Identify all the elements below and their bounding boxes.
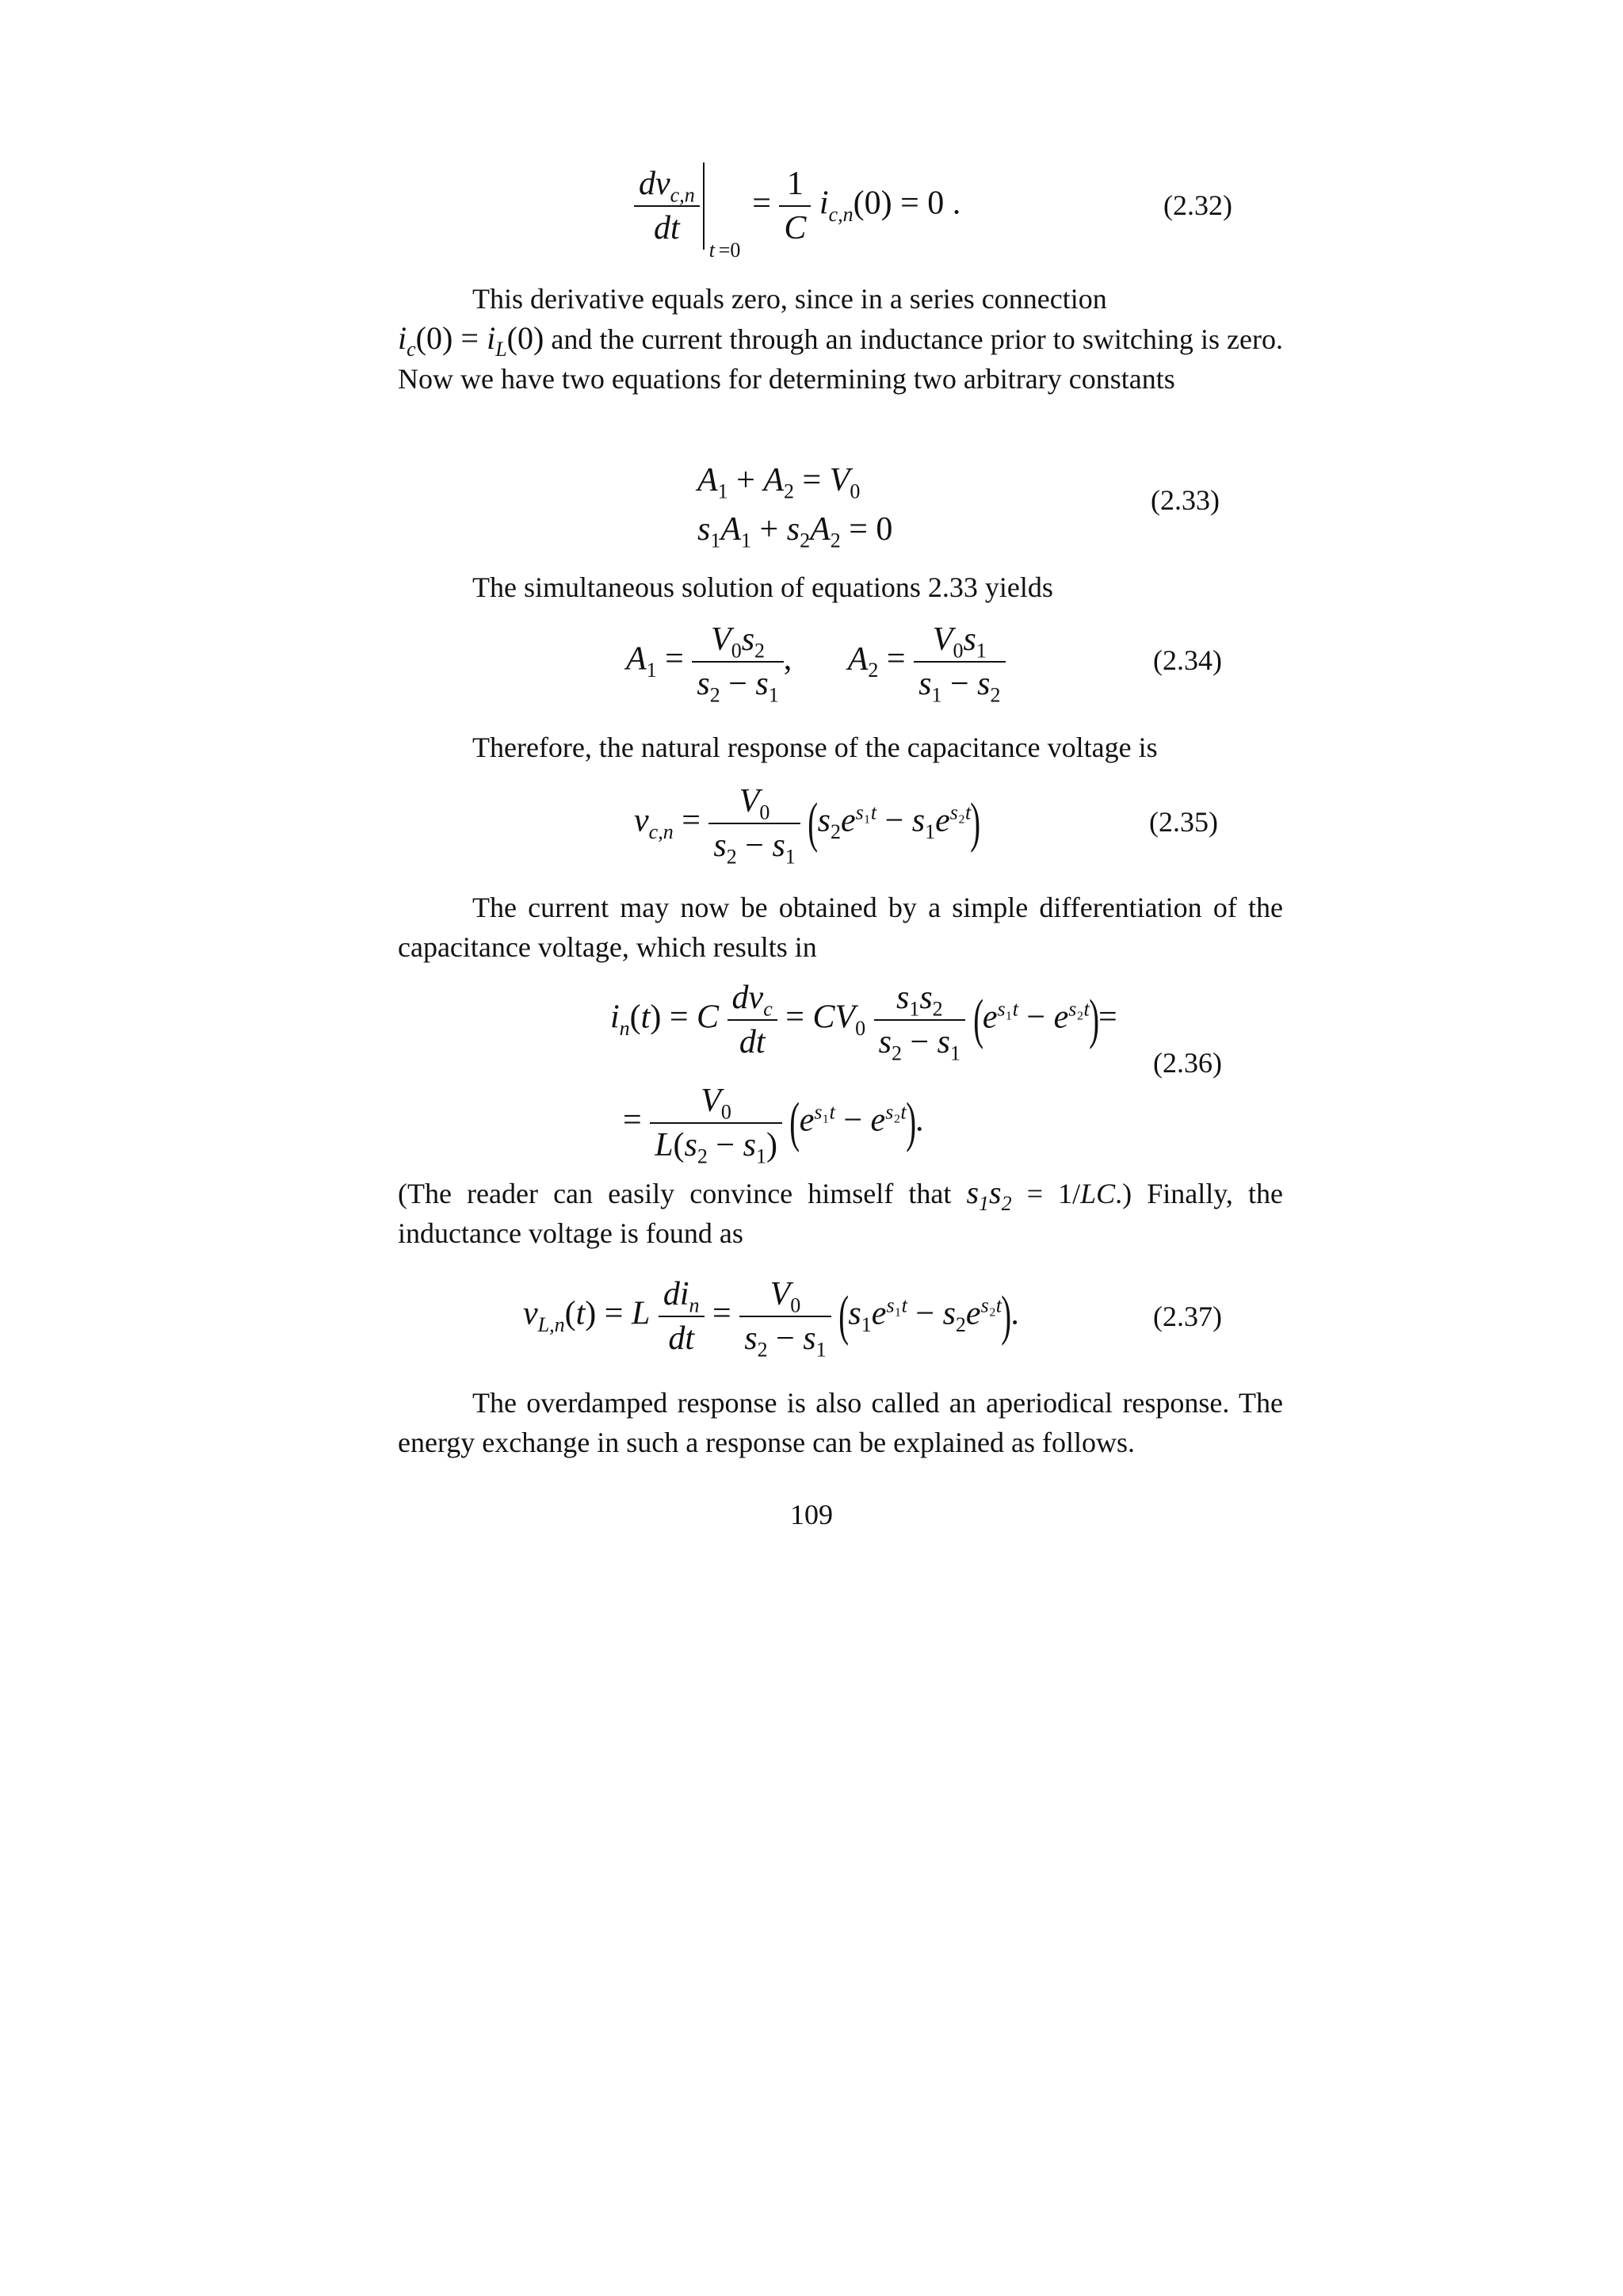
paragraph: The simultaneous solution of equations 2.33 yields [472, 571, 1053, 603]
equation-number: (2.33) [1151, 484, 1220, 516]
fraction: $\frac{V_0s_2}{s_2 - s_1}$ [692, 623, 783, 701]
fraction: $\frac{di_n}{dt}$ [659, 1278, 705, 1355]
paragraph: (The reader can easily convince himself that $s_1s_2 = 1/LC$.) Finally, the inductance voltage is found as [398, 1175, 1284, 1249]
equation-number: (2.35) [1149, 806, 1218, 838]
fraction: $\frac{V_0s_1}{s_1 - s_2}$ [914, 623, 1005, 701]
equation-2-34: $A_1$ = $\frac{V_0s_2}{s_2 - s_1}$ , $A_2$ = $\frac{V_0s_1}{s_1 - s_2}$ [626, 623, 1181, 701]
equation-number: (2.34) [1153, 644, 1222, 676]
fraction-one-over-c: $\frac{1}{C}$ [779, 167, 811, 245]
equation-2-33: $A_1 + A_2 = V_0$ $s_1A_1 + s_2A_2 = 0$ [697, 462, 893, 552]
fraction: $\frac{s_1s_2}{s_2 - s_1}$ [874, 981, 965, 1059]
paragraph: Therefore, the natural response of the capacitance voltage is [472, 732, 1158, 763]
paragraph: The overdamped response is also called an aperiodical response. The energy exchange in such a response can be explained as follows. [398, 1387, 1283, 1458]
equation-number: (2.36) [1153, 1047, 1222, 1079]
page-number: 109 [790, 1499, 833, 1530]
paragraph: The current may now be obtained by a simple differentiation of the capacitance voltage, which results in [398, 892, 1283, 963]
paragraph: This derivative equals zero, since in a series connection $i_c(0) = i_L(0)$ and the current through an inductance prior to switching is zero. Now we have two equations for determining two arbitrary constants [398, 283, 1284, 395]
equation-number: (2.32) [1163, 189, 1232, 221]
fraction: $\frac{V_0}{s_2 - s_1}$ [739, 1278, 831, 1355]
evaluation-bar: t =0 [703, 162, 705, 250]
equation-2-36: $i_n(t) = C$ $\frac{dv_c}{dt}$ = $CV_0$ $\frac{s_1s_2}{s_2 - s_1}$ $(e^{s_1t} - e^{s_2t})=$ = $\frac{V_0}{L(s_2 - s_1)}$ $(e^{s_1t} - e^{s_2t})$. [610, 980, 1117, 1168]
equation-2-32: $\frac{dv_{c,n}}{dt}$ t =0 = $\frac{1}{C}$ $i_{c,n}(0) = 0$ . [634, 162, 1109, 250]
equation-2-37: $v_{L,n}(t) = L$ $\frac{di_n}{dt}$ = $\frac{V_0}{s_2 - s_1}$ $(s_1e^{s_1t} - s_2e^{s_2t})$. [523, 1276, 1019, 1362]
fraction: $\frac{V_0}{L(s_2 - s_1)}$ [650, 1084, 782, 1162]
fraction-dv-dt: $\frac{dv_{c,n}}{dt}$ [634, 167, 700, 245]
fraction: $\frac{dv_c}{dt}$ [727, 981, 777, 1059]
inline-math: $i_c$ [398, 320, 416, 361]
equation-number: (2.37) [1153, 1301, 1222, 1332]
equation-2-35: $v_{c,n}$ = $\frac{V_0}{s_2 - s_1}$ $(s_2e^{s_1t} - s_1e^{s_2t})$ [634, 783, 981, 869]
fraction: $\frac{V_0}{s_2 - s_1}$ [708, 785, 800, 862]
